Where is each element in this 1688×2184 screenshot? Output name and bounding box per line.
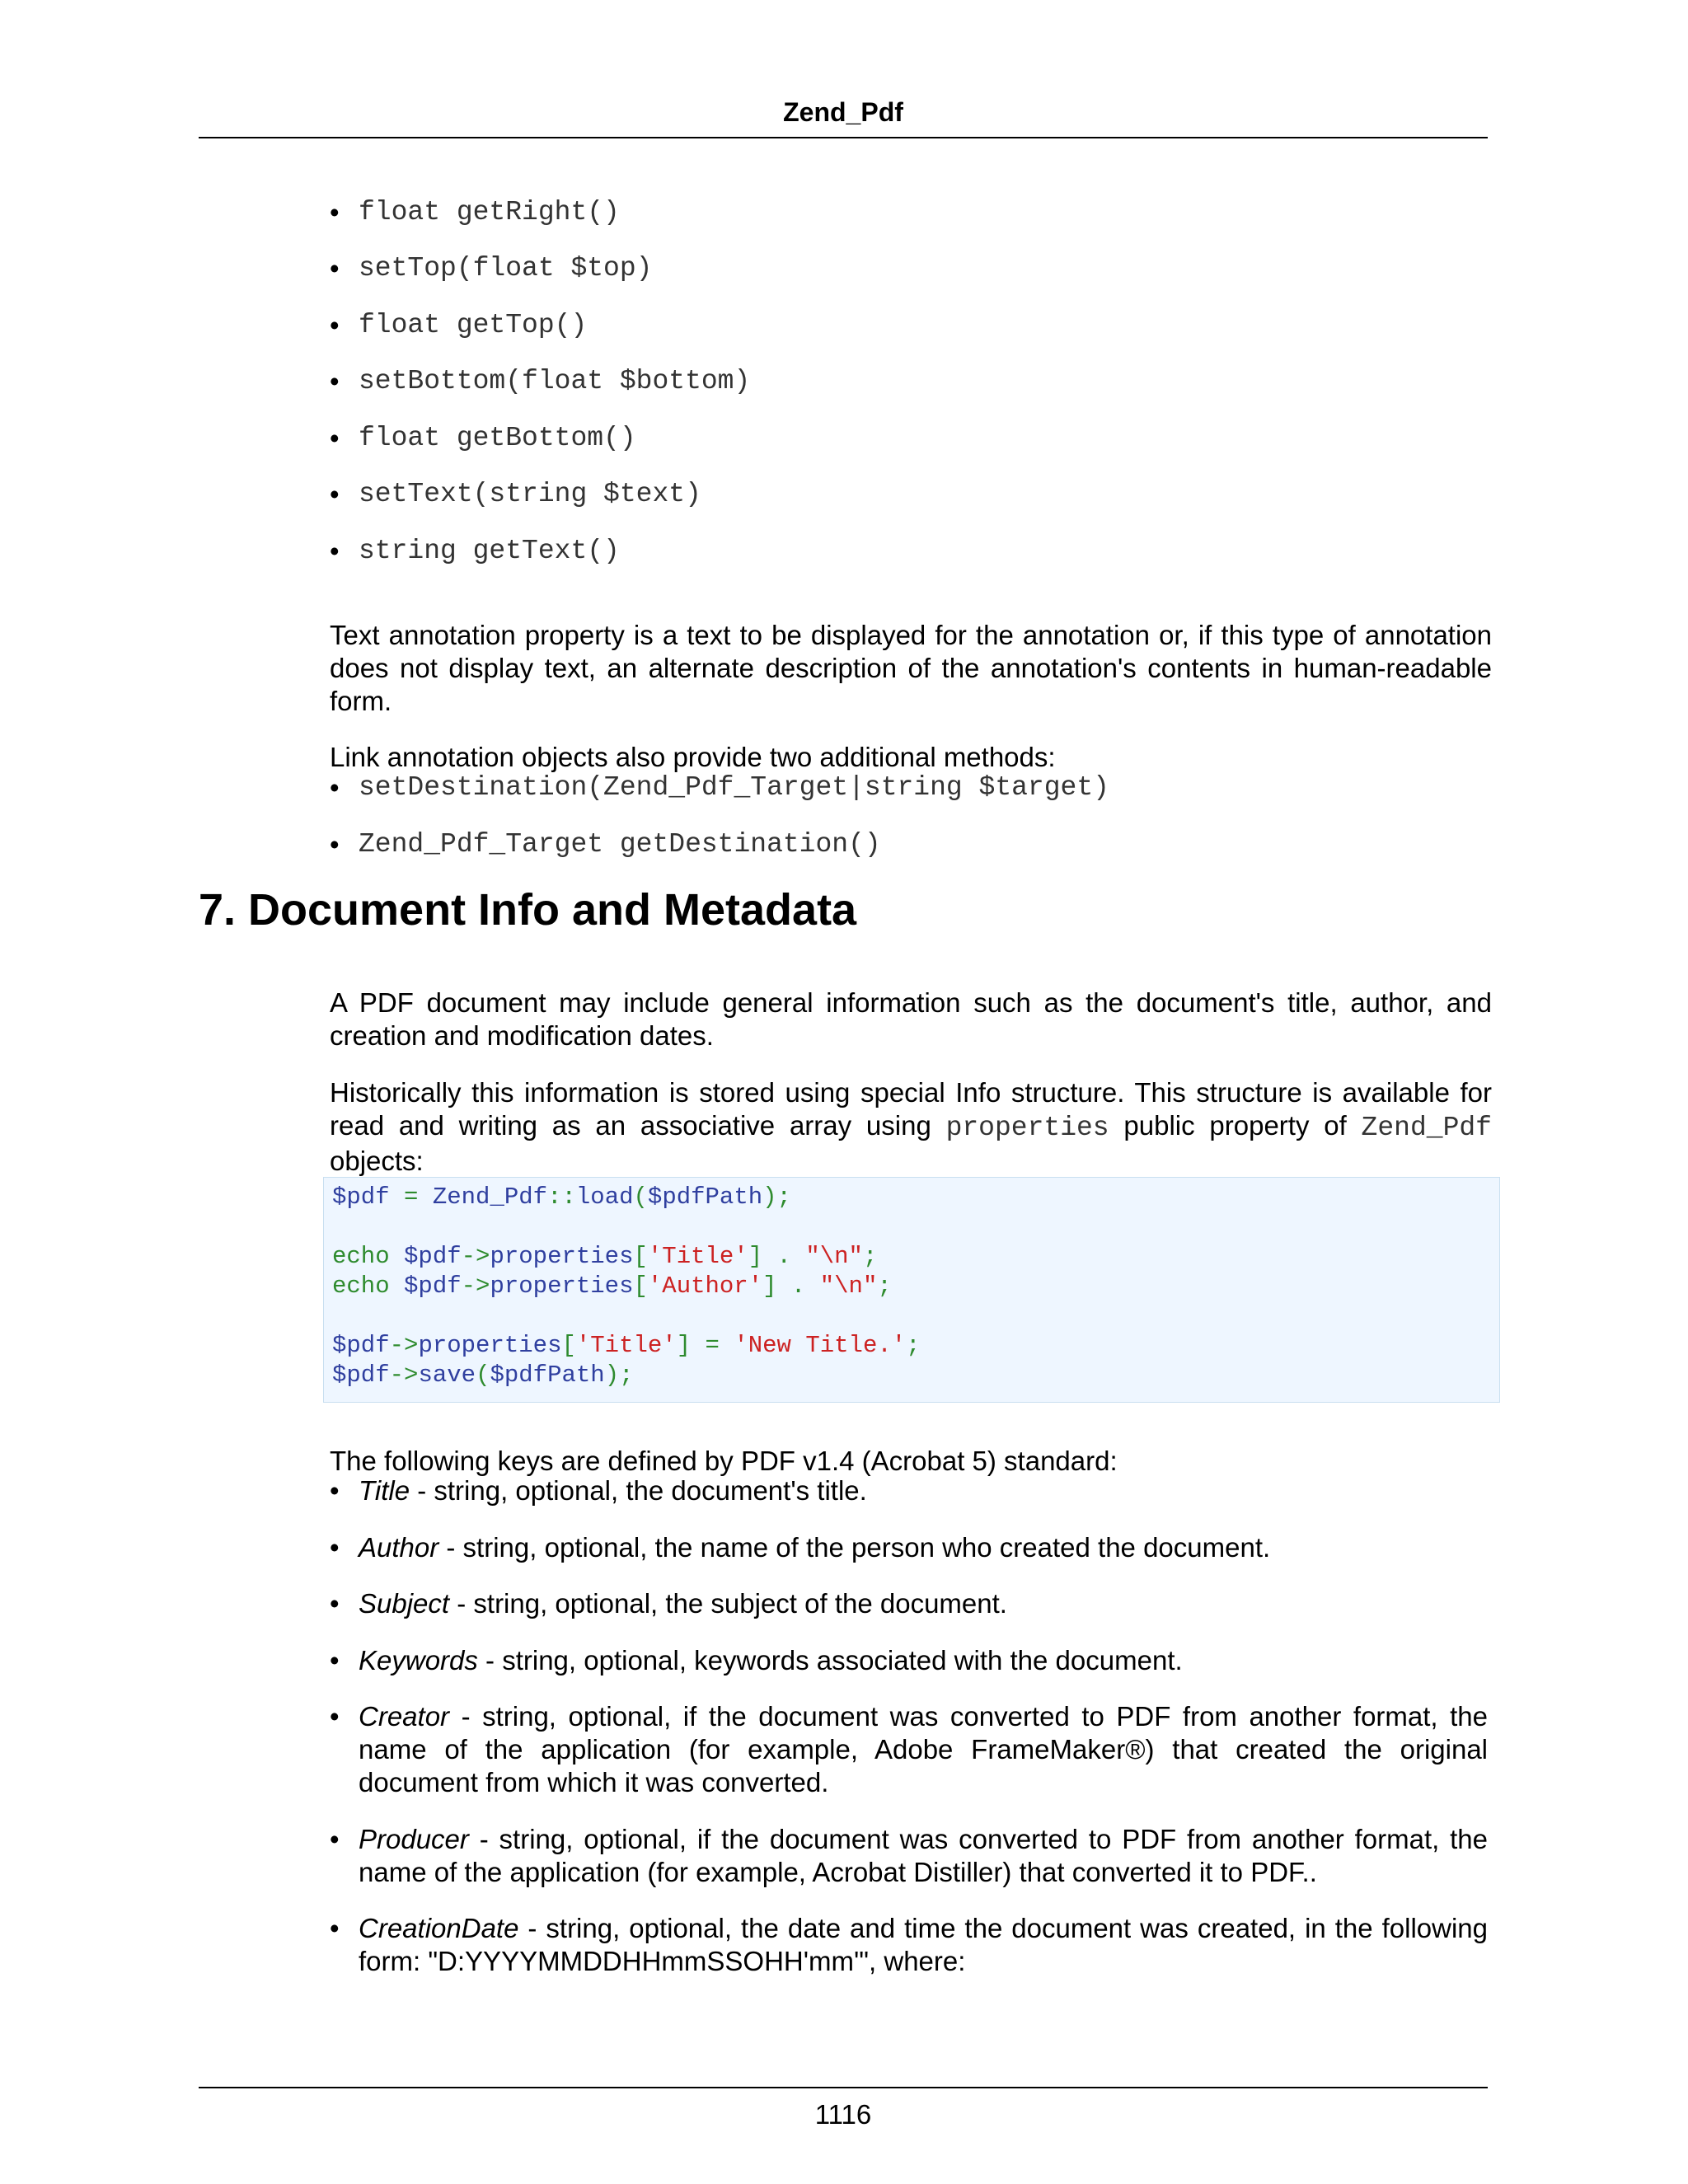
bullet-icon: • xyxy=(330,253,340,284)
paragraph-historically xyxy=(330,1076,1492,1178)
key-name: Keywords xyxy=(359,1645,478,1675)
code-token: $pdfPath xyxy=(647,1183,763,1211)
bullet-icon: • xyxy=(330,479,340,509)
method-signature: Zend_Pdf_Target getDestination() xyxy=(359,829,881,860)
code-token: echo xyxy=(332,1272,405,1300)
text-fragment: public property of xyxy=(1109,1110,1362,1141)
code-token: $pdfPath xyxy=(490,1361,605,1389)
key-description xyxy=(359,1823,1488,1889)
code-token: "\n" xyxy=(819,1272,878,1300)
bullet-icon: • xyxy=(330,423,340,453)
code-token: 'Author' xyxy=(647,1272,763,1300)
method-signature: string getText() xyxy=(359,536,620,566)
key-name: Subject xyxy=(359,1588,450,1619)
method-signature: float getTop() xyxy=(359,310,588,340)
code-token: -> xyxy=(461,1243,490,1270)
code-token: $pdf xyxy=(332,1361,390,1389)
key-description xyxy=(359,1587,1488,1620)
key-desc-text: - string, optional, if the document was converted to PDF from another format, the name of the application (for example, Adobe FrameMaker®) that created the original document from which it was converted. xyxy=(359,1701,1488,1797)
bullet-icon: • xyxy=(330,1588,340,1619)
code-token: echo xyxy=(332,1243,405,1270)
key-name: Creator xyxy=(359,1701,450,1732)
key-desc-text: - string, optional, the document's title. xyxy=(410,1475,867,1506)
code-token: $pdf xyxy=(332,1183,390,1211)
code-token: ); xyxy=(604,1361,634,1389)
code-token: Zend_Pdf xyxy=(432,1183,548,1211)
code-token: properties xyxy=(490,1243,634,1270)
code-token: $pdf xyxy=(332,1332,390,1359)
inline-code-properties: properties xyxy=(945,1113,1109,1143)
bullet-icon: • xyxy=(330,1824,340,1854)
code-token: $pdf xyxy=(404,1272,462,1300)
code-block xyxy=(323,1177,1500,1403)
key-name: Producer xyxy=(359,1824,469,1854)
key-desc-text: - string, optional, the subject of the document. xyxy=(449,1588,1007,1619)
method-signature: setDestination(Zend_Pdf_Target|string $target) xyxy=(359,772,1109,803)
text-fragment: Historically this information is stored using special Info structure. This structure is available for read and writing as an associative array using xyxy=(330,1077,1492,1141)
bullet-icon: • xyxy=(330,310,340,340)
keys-intro: The following keys are defined by PDF v1.4 (Acrobat 5) standard: xyxy=(330,1446,1118,1476)
code-token: ] = xyxy=(676,1332,734,1359)
code-token: -> xyxy=(389,1361,419,1389)
method-signature: float getRight() xyxy=(359,197,620,227)
bullet-icon: • xyxy=(330,1475,340,1506)
code-token: ( xyxy=(633,1183,648,1211)
code-token: [ xyxy=(633,1243,648,1270)
bullet-icon: • xyxy=(330,1701,340,1732)
code-line xyxy=(332,1183,791,1212)
code-token: 'Title' xyxy=(575,1332,677,1359)
bullet-icon: • xyxy=(330,197,340,227)
code-token: = xyxy=(389,1183,433,1211)
key-description xyxy=(359,1474,1488,1507)
key-name: Author xyxy=(359,1532,439,1563)
code-token: 'New Title.' xyxy=(734,1332,907,1359)
code-token: ( xyxy=(476,1361,490,1389)
key-desc-text: - string, optional, the date and time the document was created, in the following form: "D:YYYYMMDDHHmmSSOHH'mm'", where: xyxy=(359,1913,1488,1976)
code-token: load xyxy=(575,1183,634,1211)
method-signature: setTop(float $top) xyxy=(359,253,653,284)
section-intro: A PDF document may include general information such as the document's title, author, and creation and modification dates. xyxy=(330,987,1492,1051)
paragraph-link-annotation: Link annotation objects also provide two additional methods: xyxy=(330,742,1056,772)
code-token: [ xyxy=(561,1332,576,1359)
page-number: 1116 xyxy=(814,2099,872,2130)
key-name: CreationDate xyxy=(359,1913,519,1943)
code-token: "\n" xyxy=(805,1243,863,1270)
code-token: ); xyxy=(762,1183,791,1211)
code-line xyxy=(332,1331,921,1361)
code-line xyxy=(332,1242,877,1272)
text-fragment: objects: xyxy=(330,1146,424,1176)
bullet-icon: • xyxy=(330,772,340,803)
footer-divider xyxy=(199,2087,1488,2088)
key-description xyxy=(359,1531,1488,1564)
code-token: -> xyxy=(389,1332,419,1359)
key-description xyxy=(359,1644,1488,1677)
code-token: ] . xyxy=(748,1243,806,1270)
bullet-icon: • xyxy=(330,1913,340,1943)
bullet-icon: • xyxy=(330,829,340,860)
paragraph-text-annotation: Text annotation property is a text to be displayed for the annotation or, if this type of annotation does not display text, an alternate description of the annotation's contents in human-readable form. xyxy=(330,620,1492,716)
section-heading: 7. Document Info and Metadata xyxy=(199,885,857,935)
key-desc-text: - string, optional, if the document was converted to PDF from another format, the name of the application (for example, Acrobat Distiller) that converted it to PDF.. xyxy=(359,1824,1488,1887)
code-token: properties xyxy=(490,1272,634,1300)
code-token: ] . xyxy=(762,1272,820,1300)
bullet-icon: • xyxy=(330,366,340,396)
code-token: $pdf xyxy=(404,1243,462,1270)
bullet-icon: • xyxy=(330,1532,340,1563)
code-line xyxy=(332,1272,892,1301)
method-signature: float getBottom() xyxy=(359,423,636,453)
code-token: -> xyxy=(461,1272,490,1300)
code-token: :: xyxy=(547,1183,576,1211)
method-signature: setBottom(float $bottom) xyxy=(359,366,751,396)
code-token: 'Title' xyxy=(647,1243,748,1270)
page-header-title: Zend_Pdf xyxy=(783,97,903,127)
code-token: [ xyxy=(633,1272,648,1300)
key-desc-text: - string, optional, keywords associated with the document. xyxy=(477,1645,1183,1675)
key-description xyxy=(359,1700,1488,1799)
key-desc-text: - string, optional, the name of the person who created the document. xyxy=(438,1532,1271,1563)
header-divider xyxy=(199,137,1488,138)
code-token: ; xyxy=(877,1272,892,1300)
code-token: save xyxy=(418,1361,476,1389)
bullet-icon: • xyxy=(330,1645,340,1675)
method-signature: setText(string $text) xyxy=(359,479,701,509)
code-token: ; xyxy=(862,1243,878,1270)
code-token: ; xyxy=(906,1332,921,1359)
code-token: properties xyxy=(418,1332,562,1359)
key-description xyxy=(359,1912,1488,1978)
code-line xyxy=(332,1361,634,1390)
key-name: Title xyxy=(359,1475,410,1506)
bullet-icon: • xyxy=(330,536,340,566)
inline-code-zend-pdf: Zend_Pdf xyxy=(1361,1113,1492,1143)
